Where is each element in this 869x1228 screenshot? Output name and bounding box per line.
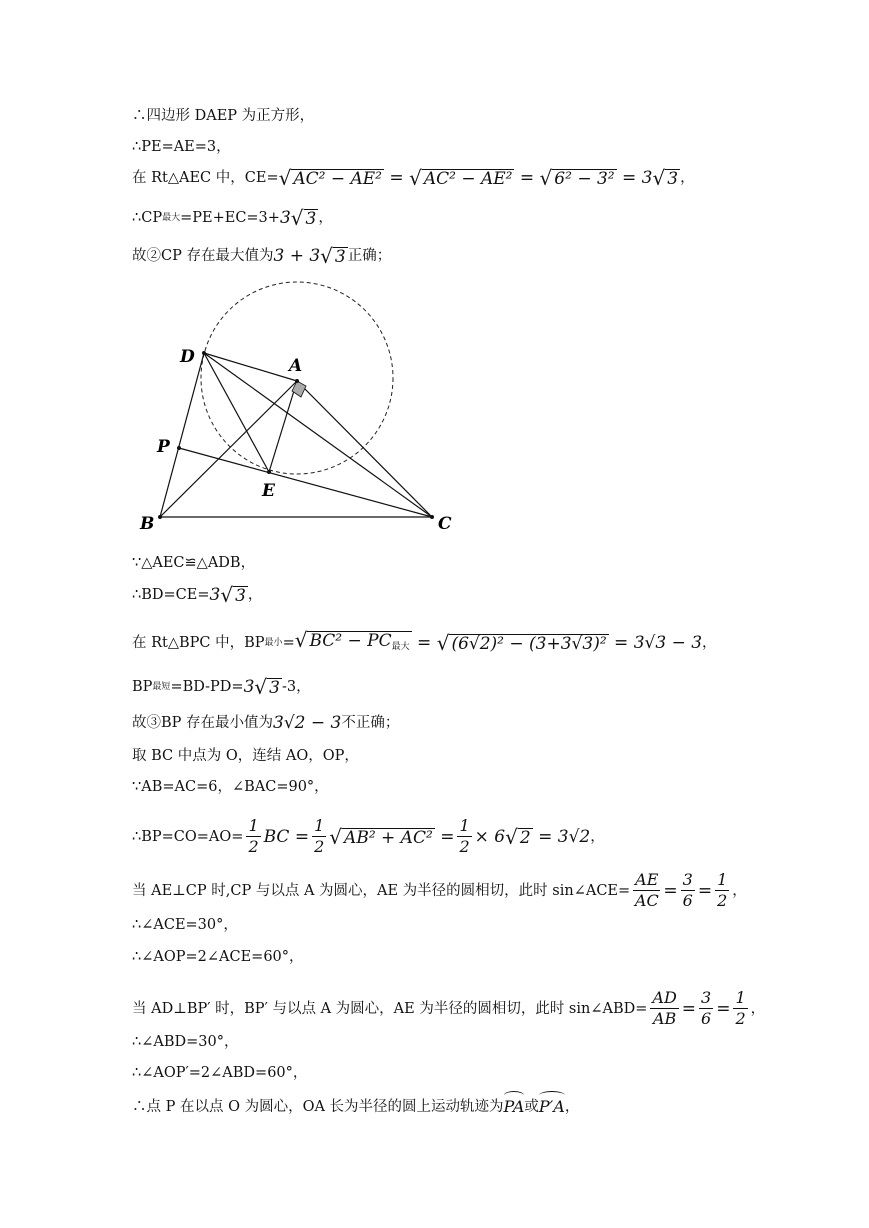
bd-comma: ， [247, 587, 263, 603]
bd-coef: 3 [209, 585, 221, 605]
label-a: A [289, 356, 303, 376]
ce-expr-3: 6² − 3² [554, 169, 615, 189]
text-line-sin-ace: 当 AE⊥CP 时,CP 与以点 A 为圆心，AE 为半径的圆相切，此时 sin∠ACE= $\frac{AE}{AC}$ = $\frac{3}{6}$ = $\frac{1}{2}$ ， [132, 870, 747, 910]
arc-p-prime-a: P′A [538, 1097, 565, 1116]
line-bp-co-text: ∴BP=CO=AO= [132, 828, 244, 845]
line-bp-short-text: BP [132, 679, 153, 695]
cp-max-coef: 3 [279, 208, 291, 228]
frac-3a: 3 [682, 870, 693, 889]
line-midpoint-text: 取 BC 中点为 O，连结 AO，OP， [132, 748, 359, 764]
line-aop-60-text: ∴∠AOP=2∠ACE=60°， [132, 949, 304, 965]
half-3-den: 2 [459, 837, 470, 856]
half-1-num: 1 [248, 816, 259, 835]
segment-de [204, 353, 269, 472]
sqrt-2-a: √ 2 [505, 824, 531, 849]
cp-max-rest: =PE+EC=3+ [180, 210, 280, 226]
sqrt2-a: 2 [519, 827, 531, 848]
sqrt-3-short: √ 3 [254, 675, 280, 699]
sqrt-ac-ae-2: √ AC² − AE² [409, 166, 513, 190]
bp-short-sub: 最短 [152, 682, 171, 692]
frac-half-1 [246, 816, 260, 857]
frac-2b: 2 [735, 1009, 746, 1028]
half-2-num: 1 [314, 816, 325, 835]
ce-result-coef: 3 [641, 168, 653, 188]
sqrt-3-max: √ 3 [320, 244, 346, 268]
min-val: 3√2 − 3 [273, 713, 342, 733]
text-line-cp-max [132, 208, 333, 228]
line-min-text: 故③BP 存在最小值为 [132, 715, 274, 731]
frac-half-3 [457, 816, 471, 857]
point-a [295, 379, 299, 383]
segment-ac [297, 381, 432, 517]
bp-co-comma: ， [590, 828, 605, 845]
line-sin-abd-text: 当 AD⊥BP′ 时，BP′ 与以点 A 为圆心，AE 为半径的圆相切，此时 sin∠ABD= [132, 1000, 648, 1017]
max-correct: 正确； [347, 248, 392, 264]
sin-abd-comma: ， [750, 1000, 766, 1017]
frac-3-6-b [699, 988, 713, 1029]
line-bd-text: ∴BD=CE= [132, 587, 210, 603]
text-line-bp-co: ∴BP=CO=AO= $\frac{1}{2}$ BC = $\frac{1}{2}$ √ AB² + AC² = $\frac{1}{2}$ × 6 √ 2 = 3√2 ， [132, 816, 605, 856]
dashed-circle [201, 282, 393, 474]
line-ace-30-text: ∴∠ACE=30°， [132, 917, 238, 933]
text-line-1 [132, 106, 314, 126]
sqrt-ac-ae-1: √ AC² − AE² [278, 166, 382, 190]
label-b: B [140, 514, 155, 534]
bp-short-rest: =BD-PD= [170, 679, 244, 695]
arc-or: 或 [524, 1099, 539, 1115]
frac-ae: AE [635, 870, 659, 889]
point-b [158, 515, 162, 519]
line-abd-30-text: ∴∠ABD=30°， [132, 1034, 239, 1050]
line-sin-ace-text: 当 AE⊥CP 时,CP 与以点 A 为圆心，AE 为半径的圆相切，此时 sin∠ACE= [132, 882, 631, 899]
segment-da [204, 353, 297, 381]
frac-1-2-a [715, 870, 729, 911]
cp-comma: ， [318, 210, 333, 226]
text-line-ce: 在 Rt△AEC 中，CE= √ AC² − AE² = √ AC² − AE² = √ 6² − 3² = 3 √ 3 ， [132, 166, 695, 190]
text-line-ab-ac [132, 777, 329, 797]
segment-pc [179, 448, 432, 517]
short-sqrt3: 3 [269, 678, 280, 698]
point-e [267, 470, 271, 474]
text-line-congruent [132, 553, 255, 573]
bp-min-result: 3√3 − 3 [633, 633, 703, 653]
bc-term: BC [263, 826, 290, 847]
point-p [177, 446, 181, 450]
label-c: C [438, 514, 452, 534]
geometry-figure [130, 278, 470, 538]
ab-ac-expr: AB² + AC² [344, 827, 433, 848]
frac-ac: AC [634, 891, 659, 910]
label-e: E [262, 481, 275, 501]
point-d [202, 351, 206, 355]
times-six: × 6 [474, 826, 506, 847]
half-2-den: 2 [314, 837, 325, 856]
sqrt-ab-ac: √ AB² + AC² [329, 824, 433, 849]
frac-ab: AB [652, 1009, 677, 1028]
line-ab-ac-text: ∵AB=AC=6，∠BAC=90°， [132, 779, 329, 795]
ce-expr-2: AC² − AE² [423, 169, 513, 189]
text-line-aop-prime-60 [132, 1063, 307, 1083]
text-line-midpoint [132, 746, 359, 766]
text-line-sin-abd: 当 AD⊥BP′ 时，BP′ 与以点 A 为圆心，AE 为半径的圆相切，此时 sin∠ABD= $\frac{AD}{AB}$ = $\frac{3}{6}$ = $\frac{1}{2}$ ， [132, 988, 766, 1028]
frac-ad-ab [650, 988, 678, 1029]
frac-3-6-a [681, 870, 695, 911]
line-1-text: ∴四边形 DAEP 为正方形， [132, 108, 315, 124]
line-aop-prime-text: ∴∠AOP′=2∠ABD=60°， [132, 1065, 308, 1081]
line-cp-text: ∴CP [132, 210, 163, 226]
cp-max-sub: 最大 [162, 213, 181, 223]
sqrt-3-cp: √ 3 [290, 206, 317, 230]
bp-short-coef: 3 [243, 677, 255, 697]
frac-1-2-b [733, 988, 747, 1029]
half-1-den: 2 [248, 837, 259, 856]
frac-3b: 3 [701, 988, 712, 1007]
text-line-bp-short [132, 677, 311, 697]
bp-min-comma: ， [702, 635, 717, 651]
text-line-2 [132, 137, 231, 157]
three-sqrt2: 3√2 [557, 826, 591, 847]
ce-sqrt3: 3 [667, 169, 679, 189]
bp-min-expr: (6√2)² − (3+3√3)² [451, 634, 607, 654]
sin-ace-comma: ， [732, 882, 747, 899]
max-val: 3 + 3 [273, 246, 321, 266]
text-line-aop-60 [132, 947, 304, 967]
sqrt-3-ce: √ 3 [652, 166, 679, 190]
arc-pa: PA [503, 1097, 525, 1116]
bc-pc-expr: BC² − PC [309, 631, 392, 651]
frac-1a: 1 [717, 870, 728, 889]
label-p: P [157, 437, 170, 457]
text-line-bd [132, 585, 262, 605]
text-line-trajectory [132, 1097, 579, 1117]
sqrt-bp-min: √ (6√2)² − (3+3√3)² [436, 631, 607, 655]
half-3-num: 1 [459, 816, 470, 835]
sqrt-6-3: √ 6² − 3² [539, 166, 615, 190]
sqrt-bc-pc: √ $BC^2 - PC_{最大}$ [295, 630, 412, 656]
point-c [430, 515, 434, 519]
sqrt-3-bd: √ 3 [220, 583, 246, 607]
frac-1b: 1 [735, 988, 746, 1007]
label-d: D [180, 347, 195, 367]
text-line-ace-30 [132, 915, 238, 935]
frac-ad: AD [652, 988, 677, 1007]
frac-half-2 [312, 816, 326, 857]
line-trajectory-text: ∴点 P 在以点 O 为圆心，OA 长为半径的圆上运动轨迹为 [132, 1099, 504, 1115]
text-line-min-value [132, 713, 399, 733]
min-incorrect: 不正确； [341, 715, 400, 731]
trajectory-comma: ， [564, 1099, 580, 1115]
line-congruent-text: ∵△AEC≌△ADB， [132, 555, 256, 571]
line-2-text: ∴PE=AE=3， [132, 139, 231, 155]
cp-sqrt3: 3 [305, 209, 317, 229]
line-max-text: 故②CP 存在最大值为 [132, 248, 274, 264]
line-ce-text: 在 Rt△AEC 中，CE= [132, 170, 279, 186]
frac-ae-ac [633, 870, 660, 911]
bp-min-sub: 最小 [264, 638, 283, 648]
bp-short-tail: -3， [281, 679, 311, 695]
text-line-bp-min: 在 Rt△BPC 中，BP 最小 = √ $BC^2 - PC_{最大}$ = √ (6√2)² − (3+3√3)² = 3√3 − 3 ， [132, 628, 717, 655]
line-bp-text: 在 Rt△BPC 中，BP [132, 635, 265, 651]
max-sqrt3: 3 [334, 247, 346, 267]
frac-2a: 2 [717, 891, 728, 910]
frac-6b: 6 [701, 1009, 712, 1028]
pc-max-sub: 最大 [391, 642, 410, 652]
frac-6a: 6 [682, 891, 693, 910]
text-line-abd-30 [132, 1032, 238, 1052]
ce-comma: ， [680, 170, 695, 186]
ce-expr-1: AC² − AE² [293, 169, 382, 189]
text-line-max-value [132, 246, 391, 266]
bd-sqrt3: 3 [235, 586, 246, 606]
